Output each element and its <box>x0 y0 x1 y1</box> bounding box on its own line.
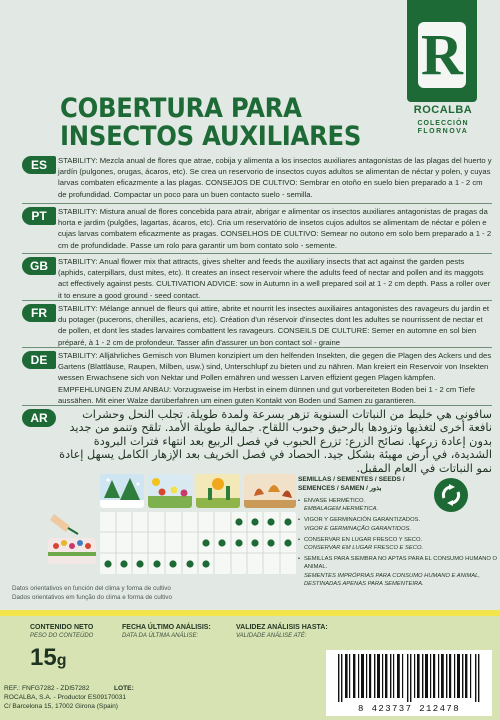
sowing-hand-icon <box>48 508 96 568</box>
sowing-calendar <box>48 474 296 578</box>
brand-block <box>404 104 482 135</box>
item-text-pt: SEMENTES IMPRÓPRIAS PARA CONSUMO HUMANO E ANIMAL, DESTINADAS APENAS PARA SEMENTEIRA. <box>304 572 480 587</box>
weight-value: 15 <box>30 644 57 671</box>
section-fr <box>22 303 492 347</box>
section-text-pt: STABILITY: Mistura anual de flores concebida para atrair, abrigar e alimentar os insectos auxiliares antagonistas de pragas da horta e jardim (pulgões, lagartas, ácaros, etc). Cria um reservatório de insetos cujos adultos se alimentam de néctar e pólen e cujas larvas combatem eficazmente as pragas. CONSELHOS DE CULTIVO: Semear no outono em solo bem preparado a 1 - 2 cm de profundidade. Passe um rolo para garantir um bom contato solo - semente. <box>58 207 492 250</box>
lang-badge-gb: GB <box>22 257 56 275</box>
section-es <box>22 155 492 202</box>
month-grid <box>100 512 296 574</box>
seed-info <box>298 475 498 591</box>
item-text-pt: EMBALAGEM HERMÉTICA. <box>304 506 379 513</box>
winter-icon <box>100 474 144 508</box>
producer-line: ROCALBA, S.A. - Productor ES09170031 <box>4 694 127 701</box>
collection-label: COLECCIÓN <box>417 120 469 127</box>
lot-label: LOTE: <box>114 685 134 692</box>
lang-badge-es: ES <box>22 156 56 174</box>
barcode-bars <box>336 654 482 702</box>
divider <box>22 300 492 301</box>
analysis-date-block <box>122 624 211 640</box>
producer-info <box>4 684 134 711</box>
section-gb <box>22 256 492 300</box>
net-weight <box>30 644 66 672</box>
item-text: • VIGOR Y GERMINACIÓN GARANTIZADOS. <box>304 517 421 524</box>
lang-badge-pt: PT <box>22 207 56 225</box>
lang-badge-fr: FR <box>22 304 56 322</box>
reference-code: REF.: FNFG7282 - ZDI57282 <box>4 685 90 692</box>
summer-icon <box>196 474 240 508</box>
net-content-sublabel: PESO DO CONTEÚDO <box>30 633 94 639</box>
validity-block <box>236 624 328 640</box>
barcode <box>326 650 492 716</box>
section-text-fr: STABILITY: Mélange annuel de fleurs qui attire, abrite et nourrit les insectes auxiliaires antagonistes des ravageurs du jardin et du potager (pucerons, chenilles, acariens, etc). Création d'un réservoir d'insectes dont les adultes se nourrissent de nectar et de pollen, et dont les stades larvaires combattent les ravageurs. CONSEILS DE CULTURE: Semer en automne en sol bien préparé, à 1 - 2 cm de profondeur. Tasser afin d'assurer un bon contact sol - graine <box>58 304 490 347</box>
net-content-block <box>30 624 93 640</box>
barcode-number: 8 423737 212478 <box>357 704 460 714</box>
section-pt <box>22 206 492 253</box>
sowing-grid <box>100 512 296 574</box>
divider <box>22 405 492 406</box>
list-item <box>298 516 498 532</box>
analysis-date-sublabel: DATA DA ÚLTIMA ANÁLISE: <box>122 633 199 639</box>
section-text-ar: سافونى هي خليط من النباتات السنوية تزهر بسرعة ولمدة طويلة. تجلب النحل وحشرات نافعة أخرى لتغذيها وتزودها بالرحيق وحبوب اللقاح. جمالية طويلة الأمد. تلقح وتنمو من جديد بدون إعادة زرعها. نصائح الزرع: تزرع الحبوب في فصل الربيع بعد انتهاء فترات البرودة الشديدة، في أرض مهيئة بشكل جيد. الحصاد في فصل الخريف بعد الإزهار الكامل يسهل إعادة نمو النباتات في العام المقبل. <box>59 408 492 475</box>
section-ar <box>22 408 492 475</box>
list-item <box>298 536 498 552</box>
seeds-heading-2: SEMENCES / SAMEN / بذور <box>298 485 382 492</box>
recycling-icon <box>434 478 468 512</box>
section-text-gb: STABILITY: Anual flower mix that attracts, gives shelter and feeds the auxiliary insects that act against the garden pests (aphids, caterpillars, dust mites, etc). It creates an insect reservoir where the adults feed of nectar and pollen and its maggots act effectively against pests. CULTIVATION ADVICE: sow in Autumn in a well prepared soil at 1 - 2 cm depth. Pass a roller over it to ensure a good ground - seed contact. <box>58 257 491 300</box>
seed-info-list <box>298 497 498 588</box>
seeds-heading-1: SEMILLAS / SEMENTES / SEEDS / <box>298 476 405 483</box>
list-item <box>298 555 498 588</box>
divider <box>22 203 492 204</box>
title-line-2: INSECTOS AUXILIARES <box>60 121 362 152</box>
item-text: • CONSERVAR EN LUGAR FRESCO Y SECO. <box>304 536 423 543</box>
lang-badge-de: DE <box>22 351 56 369</box>
analysis-date-label: FECHA ÚLTIMO ANÁLISIS: <box>122 624 211 631</box>
producer-address: C/ Barcelona 15, 17002 Girona (Spain) <box>4 703 118 710</box>
validity-label: VALIDEZ ANÁLISIS HASTA: <box>236 624 328 631</box>
net-content-label: CONTENIDO NETO <box>30 624 94 631</box>
weight-unit: g <box>56 652 67 669</box>
section-de <box>22 350 492 406</box>
product-title <box>60 95 366 151</box>
brand-name: ROCALBA <box>413 104 473 116</box>
divider <box>22 253 492 254</box>
spring-icon <box>148 474 192 508</box>
calendar-note-es: Datos orientativos en función del clima y forma de cultivo <box>12 585 171 592</box>
validity-sublabel: VALIDADE ANÁLISE ATÉ: <box>236 633 307 639</box>
item-text: • SEMILLAS PARA SIEMBRA NO APTAS PARA EL CONSUMO HUMANO O ANIMAL. <box>304 556 498 571</box>
section-text-de: STABILITY: Alljährliches Gemisch von Blumen konzipiert um den helfenden Insekten, die gegen die Plagen des Ackers und des Gartens (Blattläuse, Raupen, Milben, usw.) sind, Unterschlupf zu bieten und zu nähren. Man kreiert ein Reservoir von Insekten wessen Erwachsene sich von Nektar und Pollen ernähren und wessen Larven effizient gegen Plagen kämpfen. EMPFEHLUNGEN ZUM ANBAU: Vorzugsweise im Herbst in einem dünnen und gut vorbereiteten Boden bei 1 - 2 cm Tiefe aussähen. Mit einer Walze darüberfahren um einen guten Kontakt von Boden und Samen zu garantieren. <box>58 351 492 405</box>
rocalba-logo <box>407 0 477 102</box>
collection-name: FLORNOVA <box>417 128 469 135</box>
section-text-es: STABILITY: Mezcla anual de flores que atrae, cobija y alimenta a los insectos auxiliares antagonistas de las plagas del huerto y jardín (pulgones, orugas, ácaros, etc). Se crea un reservorio de insectos cuyos adultos se alimentan de néctar y polen, y cuyas larvas combaten eficazmente a las plagas. CONSEJOS DE CULTIVO: Sembrar en otoño en suelo bien preparado a 1 - 2 cm de profundidad. Compactar un poco para un buen contacto suelo - semilla. <box>58 156 492 199</box>
divider <box>22 347 492 348</box>
item-text: • ENVASE HERMÉTICO. <box>304 498 366 504</box>
list-item <box>298 497 498 513</box>
title-line-1: COBERTURA PARA <box>60 93 302 124</box>
calendar-note-pt: Dados orientativos em função do clima e forma de cultivo <box>12 594 172 601</box>
logo-letter: R <box>418 22 466 88</box>
item-text-pt: VIGOR E GERMINAÇÃO GARANTIDOS. <box>304 525 411 532</box>
calendar-note <box>12 584 292 602</box>
lang-badge-ar: AR <box>22 409 56 427</box>
item-text-pt: CONSERVAR EM LUGAR FRESCO E SECO. <box>304 545 424 552</box>
autumn-icon <box>244 474 296 508</box>
